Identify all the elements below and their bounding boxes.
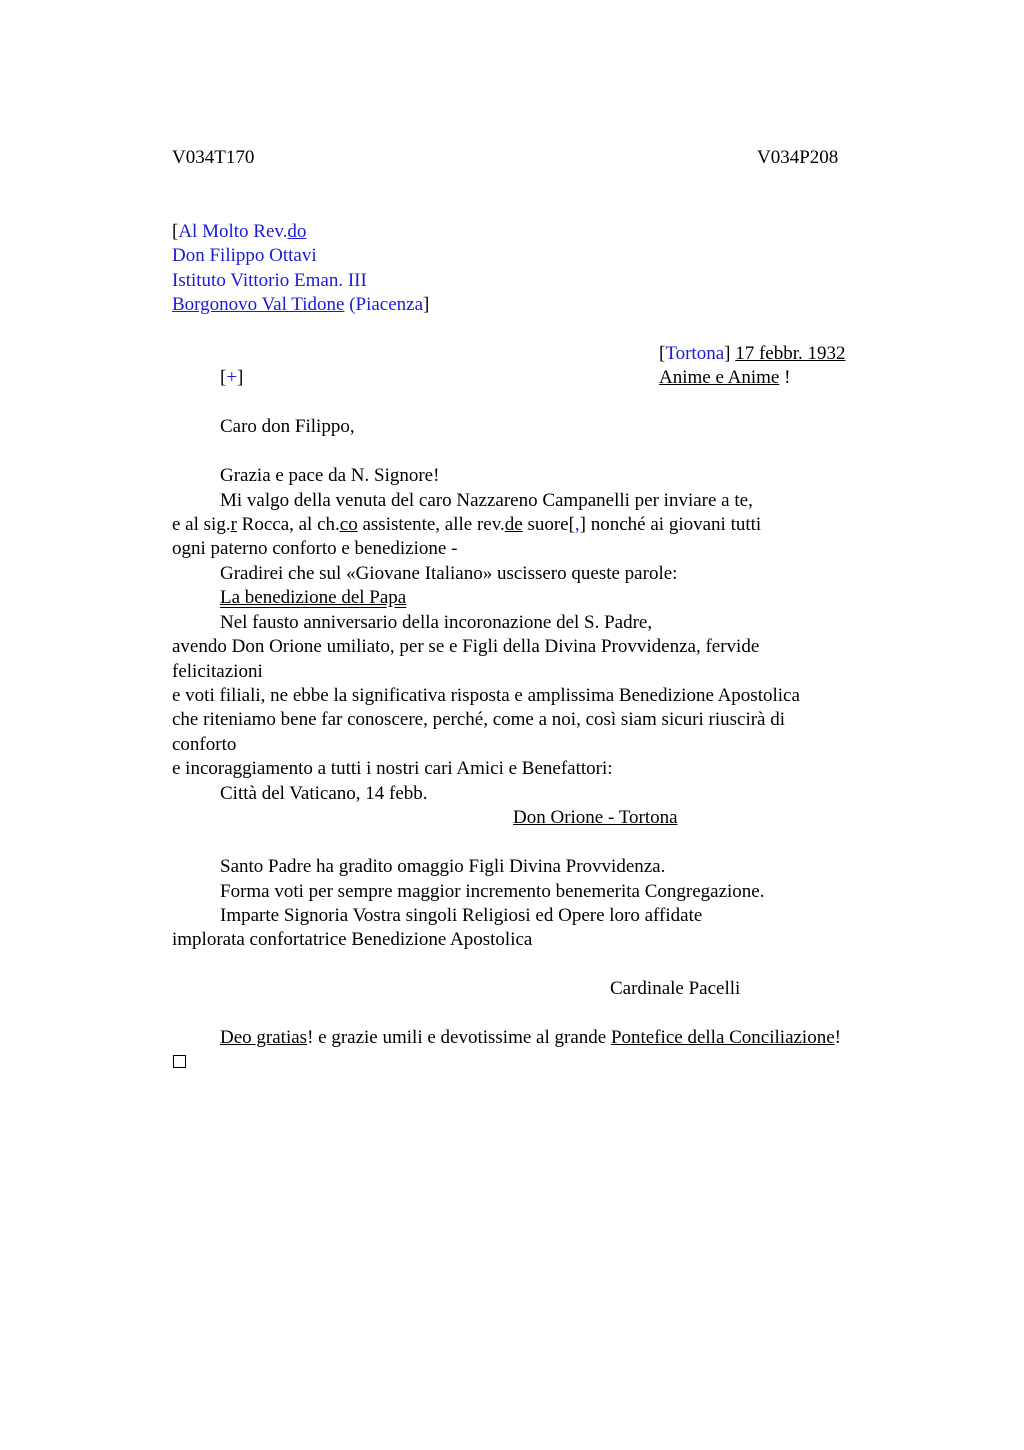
dateline-date: 17 febbr. 1932 (735, 343, 846, 364)
address-line-3: Istituto Vittorio Eman. III (172, 270, 367, 291)
text-segment: ! e grazie umili e devotissime al grande (307, 1027, 611, 1048)
telegram-place: Città del Vaticano, 14 febb. (220, 783, 428, 804)
abbrev-segment: co (339, 514, 358, 535)
paragraph-3-line-3: felicitazioni (172, 661, 263, 682)
paragraph-2: Gradirei che sul «Giovane Italiano» uscissero queste parole: (220, 563, 678, 584)
text-segment: ! (834, 1027, 841, 1048)
motto-end: ! (779, 367, 791, 388)
bracket-close: ] (724, 343, 731, 364)
closing-title: Pontefice della Conciliazione (610, 1027, 835, 1048)
address-title-abbrev: do (287, 221, 307, 242)
text-segment: e al sig. (172, 514, 231, 535)
address-province: (Piacenza (344, 294, 424, 315)
dateline (659, 342, 846, 366)
address-line-4 (172, 293, 429, 317)
dateline-place: Tortona (665, 343, 725, 364)
editorial-comma: , (574, 514, 580, 535)
bracket-close: ] (579, 514, 586, 535)
telegram-recipient: Don Orione - Tortona (513, 807, 678, 828)
greeting: Grazia e pace da N. Signore! (220, 465, 440, 486)
telegram-line-3: Imparte Signoria Vostra singoli Religiosi ed Opere loro affidate (220, 905, 703, 926)
paragraph-3-line-6: conforto (172, 734, 237, 755)
telegram-line-2: Forma voti per sempre maggior incremento benemerita Congregazione. (220, 881, 765, 902)
paragraph-3-line-1: Nel fausto anniversario della incoronazione del S. Padre, (220, 612, 653, 633)
motto (659, 366, 790, 390)
bracket-open: [ (220, 367, 227, 388)
end-of-document-square-icon (173, 1055, 186, 1068)
bracket-close: ] (423, 294, 430, 315)
cross-mark (220, 366, 243, 390)
telegram-line-4: implorata confortatrice Benedizione Apostolica (172, 929, 533, 950)
paragraph-3-line-2: avendo Don Orione umiliato, per se e Figli della Divina Provvidenza, fervide (172, 636, 760, 657)
document-code-left: V034T170 (172, 147, 255, 168)
paragraph-1-line-1: Mi valgo della venuta del caro Nazzareno Campanelli per inviare a te, (220, 490, 753, 511)
address-line-1 (172, 220, 306, 244)
closing-line (220, 1026, 841, 1050)
telegram-line-1: Santo Padre ha gradito omaggio Figli Divina Provvidenza. (220, 856, 666, 877)
cross-icon: + (226, 367, 238, 388)
bracket-open: [ (659, 343, 666, 364)
paragraph-3-line-5: che riteniamo bene far conoscere, perché, come a noi, così siam sicuri riuscirà di (172, 709, 786, 730)
paragraph-1-line-2 (172, 513, 761, 537)
text-segment: assistente, alle rev. (357, 514, 505, 535)
text-segment: nonché ai giovani tutti (586, 514, 762, 535)
motto-text: Anime e Anime (659, 367, 780, 388)
paragraph-3-line-4: e voti filiali, ne ebbe la significativa risposta e amplissima Benedizione Apostolica (172, 685, 800, 706)
bracket-close: ] (237, 367, 244, 388)
address-title: Al Molto Rev. (178, 221, 288, 242)
abbrev-segment: r (230, 514, 237, 535)
text-segment: Rocca, al ch. (236, 514, 340, 535)
bracket-open: [ (568, 514, 575, 535)
text-segment: suore (522, 514, 569, 535)
address-line-2: Don Filippo Ottavi (172, 245, 317, 266)
paragraph-1-line-3: ogni paterno conforto e benedizione - (172, 538, 458, 559)
article-heading: La benedizione del Papa (220, 587, 407, 608)
signature: Cardinale Pacelli (610, 978, 741, 999)
closing-phrase: Deo gratias (220, 1027, 308, 1048)
address-place: Borgonovo Val Tidone (172, 294, 345, 315)
bracket-open: [ (172, 221, 179, 242)
abbrev-segment: de (504, 514, 523, 535)
paragraph-3-line-7: e incoraggiamento a tutti i nostri cari Amici e Benefattori: (172, 758, 613, 779)
salutation: Caro don Filippo, (220, 416, 355, 437)
document-code-right: V034P208 (757, 147, 839, 168)
